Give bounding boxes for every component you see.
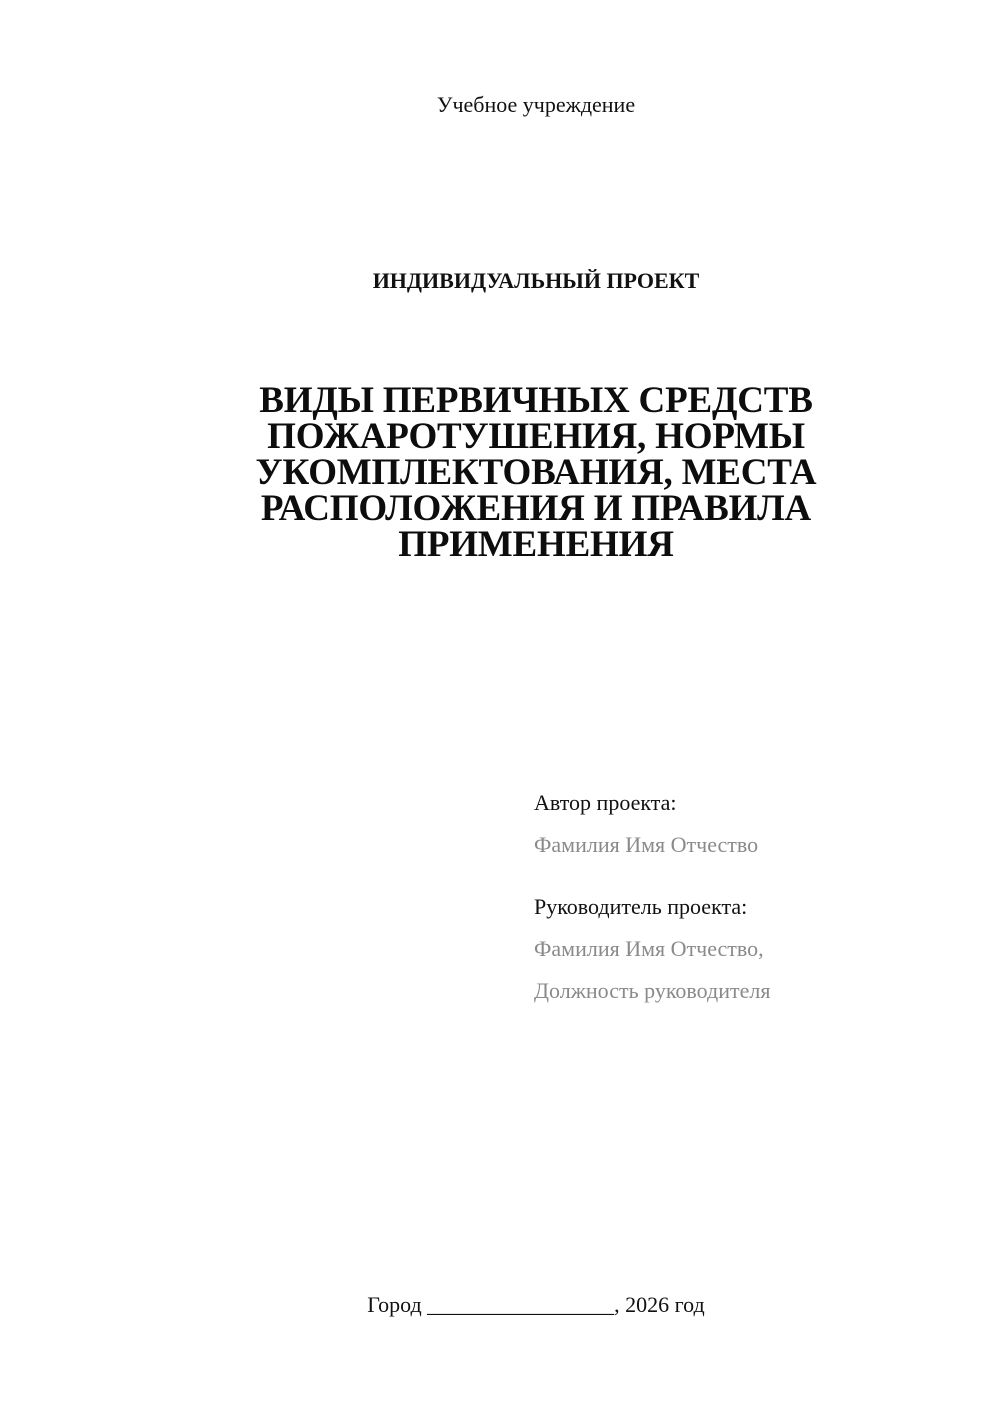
supervisor-label: Руководитель проекта: (534, 894, 748, 919)
city-year-line: Город _________________, 2026 год (367, 1292, 705, 1317)
supervisor-position-placeholder: Должность руководителя (534, 978, 771, 1003)
project-title-line: ПОЖАРОТУШЕНИЯ, НОРМЫ (267, 416, 805, 457)
supervisor-block (534, 893, 770, 1005)
author-name-placeholder: Фамилия Имя Отчество (534, 832, 759, 857)
author-block (534, 789, 758, 859)
project-title-line: РАСПОЛОЖЕНИЯ И ПРАВИЛА (260, 488, 812, 529)
project-type-heading: ИНДИВИДУАЛЬНЫЙ ПРОЕКТ (372, 268, 700, 293)
author-label: Автор проекта: (534, 790, 677, 815)
project-title-line: ПРИМЕНЕНИЯ (398, 524, 674, 565)
project-title-line: ВИДЫ ПЕРВИЧНЫХ СРЕДСТВ (259, 380, 813, 421)
project-title (200, 380, 872, 565)
institution-name: Учебное учреждение (436, 92, 636, 117)
supervisor-name-placeholder: Фамилия Имя Отчество, (534, 936, 764, 961)
project-title-line: УКОМПЛЕКТОВАНИЯ, МЕСТА (255, 452, 817, 493)
